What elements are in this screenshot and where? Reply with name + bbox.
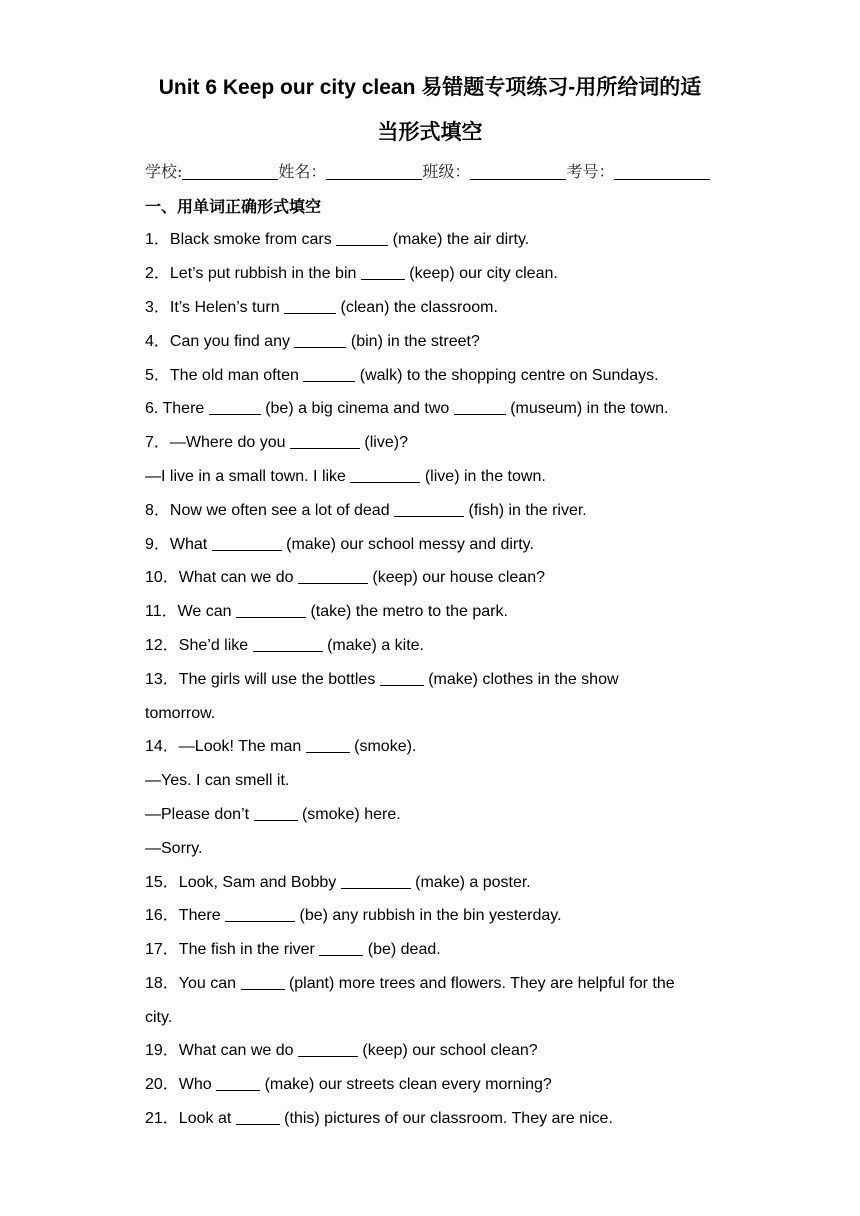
question-text: (smoke). <box>349 738 417 755</box>
question-text: tomorrow. <box>145 705 216 722</box>
question-text: 20．Who <box>145 1076 217 1093</box>
answer-blank[interactable] <box>290 431 360 449</box>
question-text: 7．—Where do you <box>145 434 290 451</box>
answer-blank[interactable] <box>336 228 388 246</box>
question-line <box>145 668 725 692</box>
question-text: (museum) in the town. <box>505 400 669 417</box>
answer-blank[interactable] <box>394 499 464 517</box>
answer-blank[interactable] <box>350 465 420 483</box>
class-label: 班级： <box>422 162 471 181</box>
question-text: 9．What <box>145 536 212 553</box>
question-line <box>145 938 725 962</box>
question-line <box>145 1039 725 1063</box>
question-line <box>145 1107 725 1131</box>
question-text: (be) dead. <box>363 941 441 958</box>
question-text: 19．What can we do <box>145 1042 298 1059</box>
question-text: (be) a big cinema and two <box>260 400 454 417</box>
question-text: 18．You can <box>145 975 241 992</box>
answer-blank[interactable] <box>361 262 405 280</box>
question-text: 8．Now we often see a lot of dead <box>145 502 395 519</box>
answer-blank[interactable] <box>253 634 323 652</box>
question-text: 3．It’s Helen’s turn <box>145 299 285 316</box>
question-text: (make) our streets clean every morning? <box>260 1076 552 1093</box>
answer-blank[interactable] <box>306 735 350 753</box>
question-text: 14．—Look! The man <box>145 738 306 755</box>
question-line <box>145 499 725 523</box>
question-text: (take) the metro to the park. <box>306 603 508 620</box>
answer-blank[interactable] <box>294 330 346 348</box>
question-text: (live)? <box>359 434 408 451</box>
answer-blank[interactable] <box>380 668 424 686</box>
question-line <box>145 702 725 726</box>
answer-blank[interactable] <box>209 397 261 415</box>
question-line <box>145 296 725 320</box>
question-text: —Yes. I can smell it. <box>145 772 290 789</box>
question-line <box>145 330 725 354</box>
question-text: (walk) to the shopping centre on Sundays. <box>355 367 659 384</box>
question-text: (smoke) here. <box>297 806 401 823</box>
question-line <box>145 1073 725 1097</box>
question-text: 2．Let’s put rubbish in the bin <box>145 265 361 282</box>
answer-blank[interactable] <box>236 1107 280 1125</box>
answer-blank[interactable] <box>303 364 355 382</box>
question-text: (clean) the classroom. <box>336 299 498 316</box>
question-line <box>145 465 725 489</box>
question-line <box>145 837 725 861</box>
answer-blank[interactable] <box>225 904 295 922</box>
question-text: 21．Look at <box>145 1110 236 1127</box>
name-blank[interactable] <box>326 161 422 180</box>
exam-number-label: 考号： <box>566 162 615 181</box>
answer-blank[interactable] <box>254 803 298 821</box>
answer-blank[interactable] <box>216 1073 260 1091</box>
question-text: —I live in a small town. I like <box>145 468 351 485</box>
answer-blank[interactable] <box>454 397 506 415</box>
answer-blank[interactable] <box>298 1039 358 1057</box>
question-line <box>145 904 725 928</box>
question-line <box>145 769 725 793</box>
question-text: (be) any rubbish in the bin yesterday. <box>295 907 562 924</box>
question-line <box>145 228 725 252</box>
question-text: (make) clothes in the show <box>423 671 619 688</box>
question-text: (bin) in the street? <box>346 333 480 350</box>
answer-blank[interactable] <box>319 938 363 956</box>
question-line <box>145 1006 725 1030</box>
question-line <box>145 566 725 590</box>
question-text: (keep) our school clean? <box>357 1042 538 1059</box>
question-text: 4．Can you find any <box>145 333 295 350</box>
question-line <box>145 803 725 827</box>
question-text: (make) a kite. <box>322 637 424 654</box>
page-title-continued: 当形式填空 <box>377 121 483 144</box>
question-line <box>145 634 725 658</box>
question-text: 16．There <box>145 907 226 924</box>
question-text: (make) our school messy and dirty. <box>281 536 534 553</box>
answer-blank[interactable] <box>341 871 411 889</box>
question-text: (keep) our house clean? <box>367 569 545 586</box>
question-text: (fish) in the river. <box>464 502 587 519</box>
question-text: 17．The fish in the river <box>145 941 320 958</box>
question-text: 10．What can we do <box>145 569 298 586</box>
question-text: (plant) more trees and flowers. They are helpful for the <box>284 975 675 992</box>
school-label: 学校: <box>145 162 183 181</box>
question-line <box>145 431 725 455</box>
question-text: (live) in the town. <box>420 468 546 485</box>
answer-blank[interactable] <box>284 296 336 314</box>
question-text: (this) pictures of our classroom. They are nice. <box>279 1110 613 1127</box>
answer-blank[interactable] <box>298 566 368 584</box>
question-line <box>145 600 725 624</box>
question-text: —Sorry. <box>145 840 203 857</box>
question-text: —Please don’t <box>145 806 254 823</box>
exam-number-blank[interactable] <box>614 161 710 180</box>
school-blank[interactable] <box>182 161 278 180</box>
class-blank[interactable] <box>470 161 566 180</box>
question-text: 1．Black smoke from cars <box>145 231 337 248</box>
question-text: 15．Look, Sam and Bobby <box>145 874 341 891</box>
page-title: Unit 6 Keep our city clean 易错题专项练习-用所给词的适 <box>158 76 702 99</box>
question-line <box>145 533 725 557</box>
answer-blank[interactable] <box>241 972 285 990</box>
answer-blank[interactable] <box>212 533 282 551</box>
question-line <box>145 871 725 895</box>
question-text: 5．The old man often <box>145 367 304 384</box>
question-line <box>145 735 725 759</box>
question-text: 13．The girls will use the bottles <box>145 671 380 688</box>
question-line <box>145 262 725 286</box>
question-line <box>145 972 725 996</box>
section-title: 一、用单词正确形式填空 <box>145 197 322 216</box>
question-text: (keep) our city clean. <box>404 265 558 282</box>
question-text: 6. There <box>145 400 209 417</box>
question-text: 11．We can <box>145 603 237 620</box>
question-line <box>145 364 725 388</box>
question-text: city. <box>145 1009 173 1026</box>
question-text: (make) a poster. <box>410 874 531 891</box>
answer-blank[interactable] <box>236 600 306 618</box>
question-line <box>145 397 725 421</box>
name-label: 姓名： <box>278 162 327 181</box>
question-text: 12．She’d like <box>145 637 253 654</box>
question-text: (make) the air dirty. <box>388 231 530 248</box>
student-info-row <box>145 160 720 184</box>
